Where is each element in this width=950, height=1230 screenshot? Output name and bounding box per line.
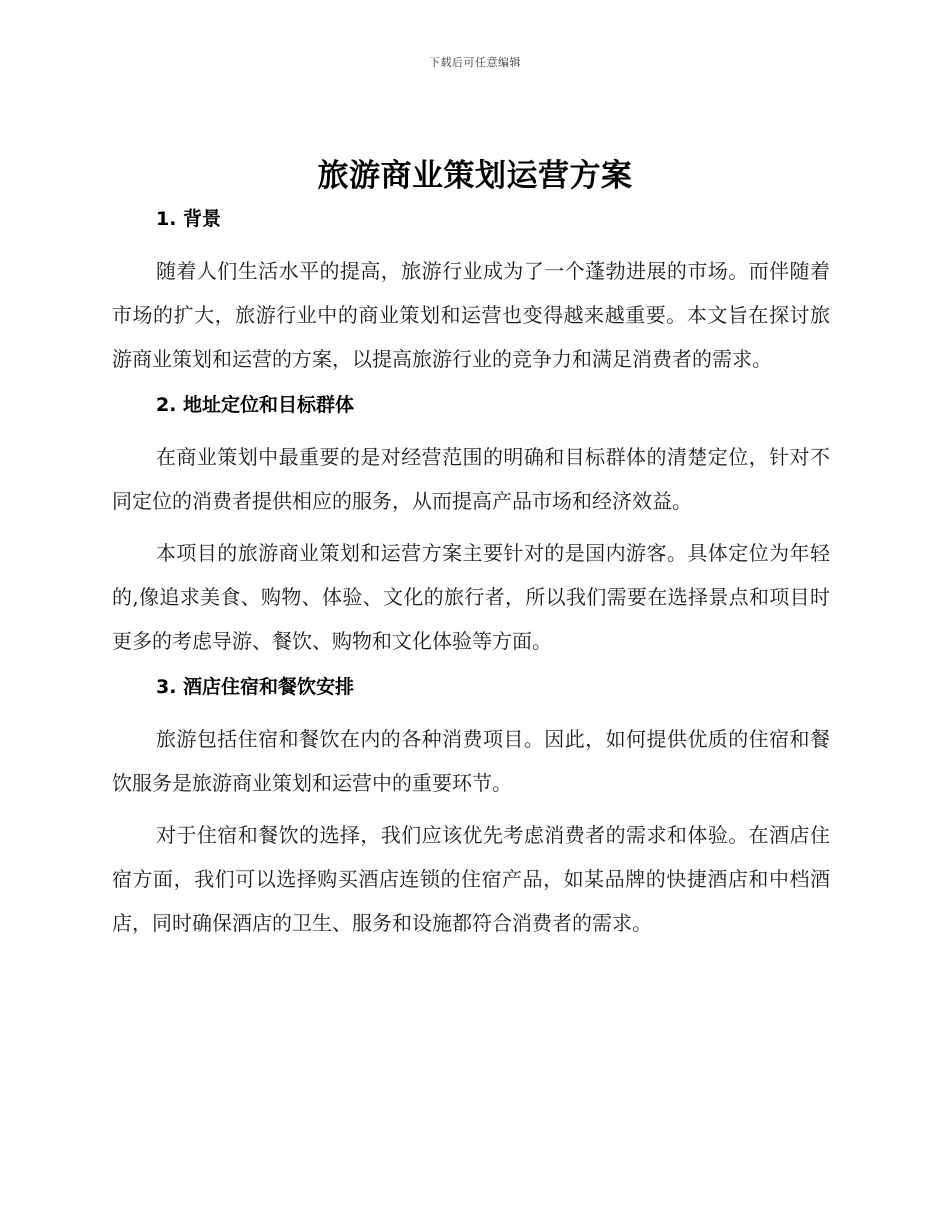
section-heading: 2. 地址定位和目标群体 [156, 394, 355, 416]
header-note: 下载后可任意编辑 [429, 56, 521, 69]
document-title: 旅游商业策划运营方案 [317, 158, 633, 194]
document-body [112, 203, 830, 945]
section-hotel-dining [112, 671, 830, 945]
paragraph: 在商业策划中最重要的是对经营范围的明确和目标群体的清楚定位，针对不同定位的消费者提供相应的服务，从而提高产品市场和经济效益。 [112, 445, 830, 513]
paragraph: 随着人们生活水平的提高，旅游行业成为了一个蓬勃进展的市场。而伴随着市场的扩大，旅游行业中的商业策划和运营也变得越来越重要。本文旨在探讨旅游商业策划和运营的方案，以提高旅游行业的竞争力和满足消费者的需求。 [112, 259, 830, 371]
paragraph: 旅游包括住宿和餐饮在内的各种消费项目。因此，如何提供优质的住宿和餐饮服务是旅游商业策划和运营中的重要环节。 [112, 727, 830, 795]
section-background [112, 203, 830, 381]
section-positioning [112, 389, 830, 663]
paragraph: 对于住宿和餐饮的选择，我们应该优先考虑消费者的需求和体验。在酒店住宿方面，我们可以选择购买酒店连锁的住宿产品，如某品牌的快捷酒店和中档酒店，同时确保酒店的卫生、服务和设施都符合消费者的需求。 [112, 823, 830, 935]
section-heading: 1. 背景 [156, 208, 222, 230]
paragraph: 本项目的旅游商业策划和运营方案主要针对的是国内游客。具体定位为年轻的,像追求美食、购物、体验、文化的旅行者，所以我们需要在选择景点和项目时更多的考虑导游、餐饮、购物和文化体验等方面。 [112, 541, 830, 653]
section-heading: 3. 酒店住宿和餐饮安排 [156, 676, 355, 698]
